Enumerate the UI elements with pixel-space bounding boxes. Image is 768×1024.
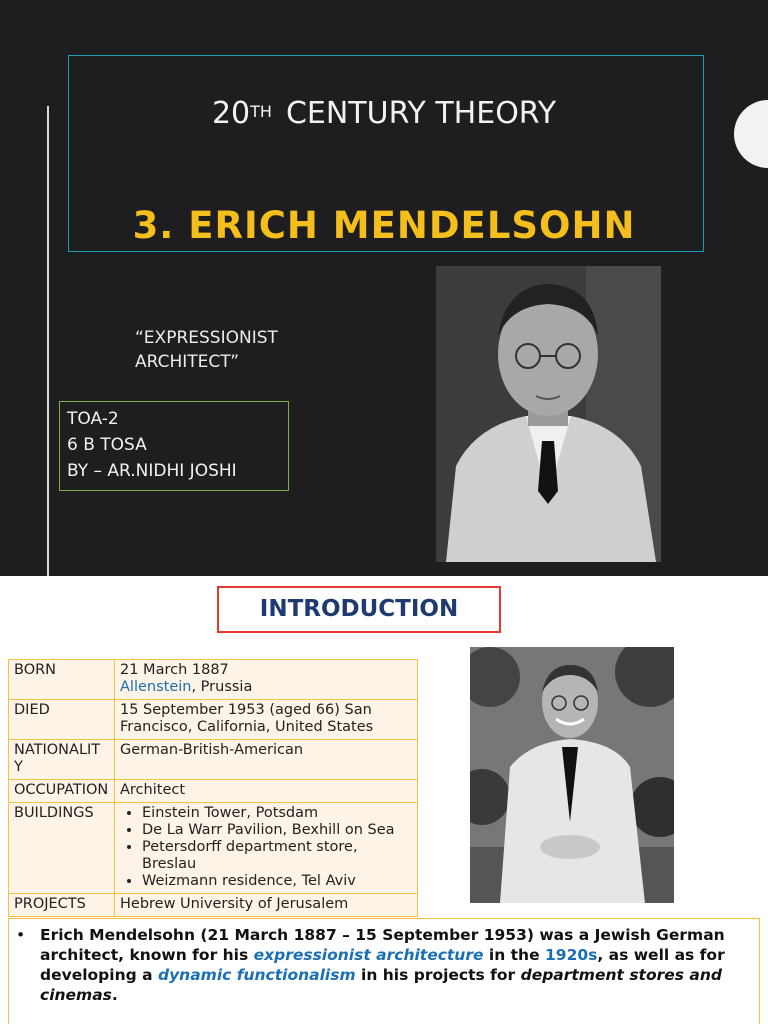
portrait-photo	[436, 266, 661, 562]
table-row	[9, 700, 418, 740]
died-value: 15 September 1953 (aged 66) San Francisco, California, United States	[115, 700, 418, 740]
born-value	[115, 660, 418, 700]
author-info-box	[59, 401, 289, 491]
born-place-rest: , Prussia	[191, 679, 253, 695]
slide-heading: 3. ERICH MENDELSOHN	[132, 204, 636, 247]
dynamic-functionalism-link[interactable]: dynamic functionalism	[157, 966, 356, 984]
title-prefix: 20	[211, 96, 251, 131]
table-row	[9, 780, 418, 803]
title-rest: CENTURY THEORY	[285, 96, 557, 131]
buildings-list	[120, 805, 412, 890]
biography-table	[8, 659, 418, 917]
para-part5: .	[111, 986, 118, 1004]
died-label: DIED	[9, 700, 115, 740]
nationality-label: NATIONALITY	[9, 740, 115, 780]
subtitle-line1: “EXPRESSIONIST	[135, 328, 278, 348]
table-row	[9, 740, 418, 780]
title-superscript: TH	[250, 102, 272, 121]
table-row	[9, 660, 418, 700]
info-author: BY – AR.NIDHI JOSHI	[67, 461, 237, 481]
slide-title	[0, 90, 768, 136]
allenstein-link[interactable]: Allenstein	[120, 679, 192, 695]
info-class: 6 B TOSA	[67, 435, 147, 455]
introduction-heading: INTRODUCTION	[217, 586, 501, 633]
para-part2: in the	[483, 946, 545, 964]
projects-value: Hebrew University of Jerusalem	[115, 894, 418, 917]
list-item: • De La Warr Pavilion, Bexhill on Sea	[142, 822, 412, 839]
occupation-label: OCCUPATION	[9, 780, 115, 803]
list-item: • Einstein Tower, Potsdam	[142, 805, 412, 822]
subtitle-line2: ARCHITECT”	[135, 352, 240, 372]
para-part1: Erich Mendelsohn (21 March 1887 – 15 September 1953) was a Jewish German architect, known for his	[40, 926, 725, 964]
vertical-divider	[47, 106, 49, 576]
para-part3: , as well as for developing a	[40, 946, 725, 984]
projects-label: PROJECTS	[9, 894, 115, 917]
portrait-photo-seated	[470, 647, 674, 903]
buildings-label: BUILDINGS	[9, 803, 115, 894]
nationality-value: German-British-American	[115, 740, 418, 780]
table-row	[9, 894, 418, 917]
summary-bullet: •	[16, 926, 26, 944]
expressionist-architecture-link[interactable]: expressionist architecture	[253, 946, 484, 964]
list-item: • Weizmann residence, Tel Aviv	[142, 873, 412, 890]
list-item: • Petersdorff department store, Breslau	[142, 839, 412, 873]
info-course: TOA-2	[67, 409, 119, 429]
table-row	[9, 803, 418, 894]
born-label: BORN	[9, 660, 115, 700]
para-italic: department stores and cinemas	[40, 966, 722, 1004]
summary-paragraph	[40, 925, 750, 1005]
occupation-value: Architect	[115, 780, 418, 803]
para-part4: in his projects for	[355, 966, 521, 984]
1920s-link[interactable]: 1920s	[545, 946, 598, 964]
born-date: 21 March 1887	[120, 662, 229, 678]
buildings-value	[115, 803, 418, 894]
subtitle	[135, 326, 278, 374]
